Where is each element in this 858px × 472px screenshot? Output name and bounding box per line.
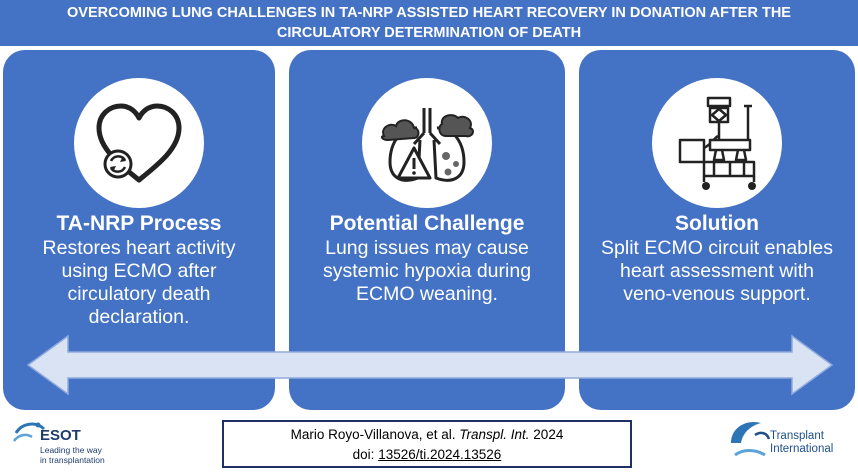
- card-description: [587, 237, 847, 306]
- double-arrow-icon: [26, 334, 834, 396]
- card-text-line: veno-venous support.: [623, 283, 811, 305]
- card-text-line: using ECMO after: [61, 260, 217, 282]
- transplant-international-text: [770, 430, 833, 456]
- card-title: Potential Challenge: [329, 212, 525, 235]
- card-text-line: heart assessment with: [619, 260, 814, 282]
- card-text-line: systemic hypoxia during: [322, 260, 532, 282]
- card-description: [11, 237, 267, 329]
- esot-logo-text: ESOT: [40, 427, 81, 444]
- card-title: Solution: [675, 212, 759, 235]
- citation-line1: [224, 425, 630, 445]
- citation-journal: Transpl. Int.: [459, 427, 530, 442]
- citation-box: [222, 420, 632, 468]
- card-text-line: circulatory death: [67, 283, 211, 305]
- citation-line2: [224, 445, 630, 465]
- header-title-line2: CIRCULATORY DETERMINATION OF DEATH: [276, 25, 582, 41]
- citation-authors: Mario Royo-Villanova, et al.: [290, 427, 456, 442]
- card-text-line: Split ECMO circuit enables: [601, 237, 833, 259]
- citation-doi-label: doi:: [352, 447, 375, 462]
- ti-text-line: Transplant: [770, 430, 824, 442]
- header-banner: [0, 0, 858, 46]
- esot-tagline: [40, 445, 105, 465]
- card-text-line: Lung issues may cause: [325, 237, 529, 259]
- header-title-line1: OVERCOMING LUNG CHALLENGES IN TA-NRP ASSISTED HEART RECOVERY IN DONATION AFTER THE: [67, 5, 791, 21]
- card-text-line: ECMO weaning.: [356, 283, 498, 305]
- card-description: [297, 237, 557, 306]
- ti-text-line: International: [770, 443, 834, 455]
- card-text-line: Restores heart activity: [42, 237, 236, 259]
- card-text-line: declaration.: [88, 306, 190, 328]
- esot-tagline-line: in transplantation: [40, 455, 105, 465]
- lungs-warning-icon: [362, 78, 492, 208]
- ecmo-machine-icon: [652, 78, 782, 208]
- card-title: TA-NRP Process: [56, 212, 222, 235]
- heart-recycle-icon: [74, 78, 204, 208]
- citation-year: 2024: [533, 427, 564, 442]
- citation-doi-link[interactable]: 13526/ti.2024.13526: [378, 447, 502, 462]
- esot-tagline-line: Leading the way: [40, 445, 102, 455]
